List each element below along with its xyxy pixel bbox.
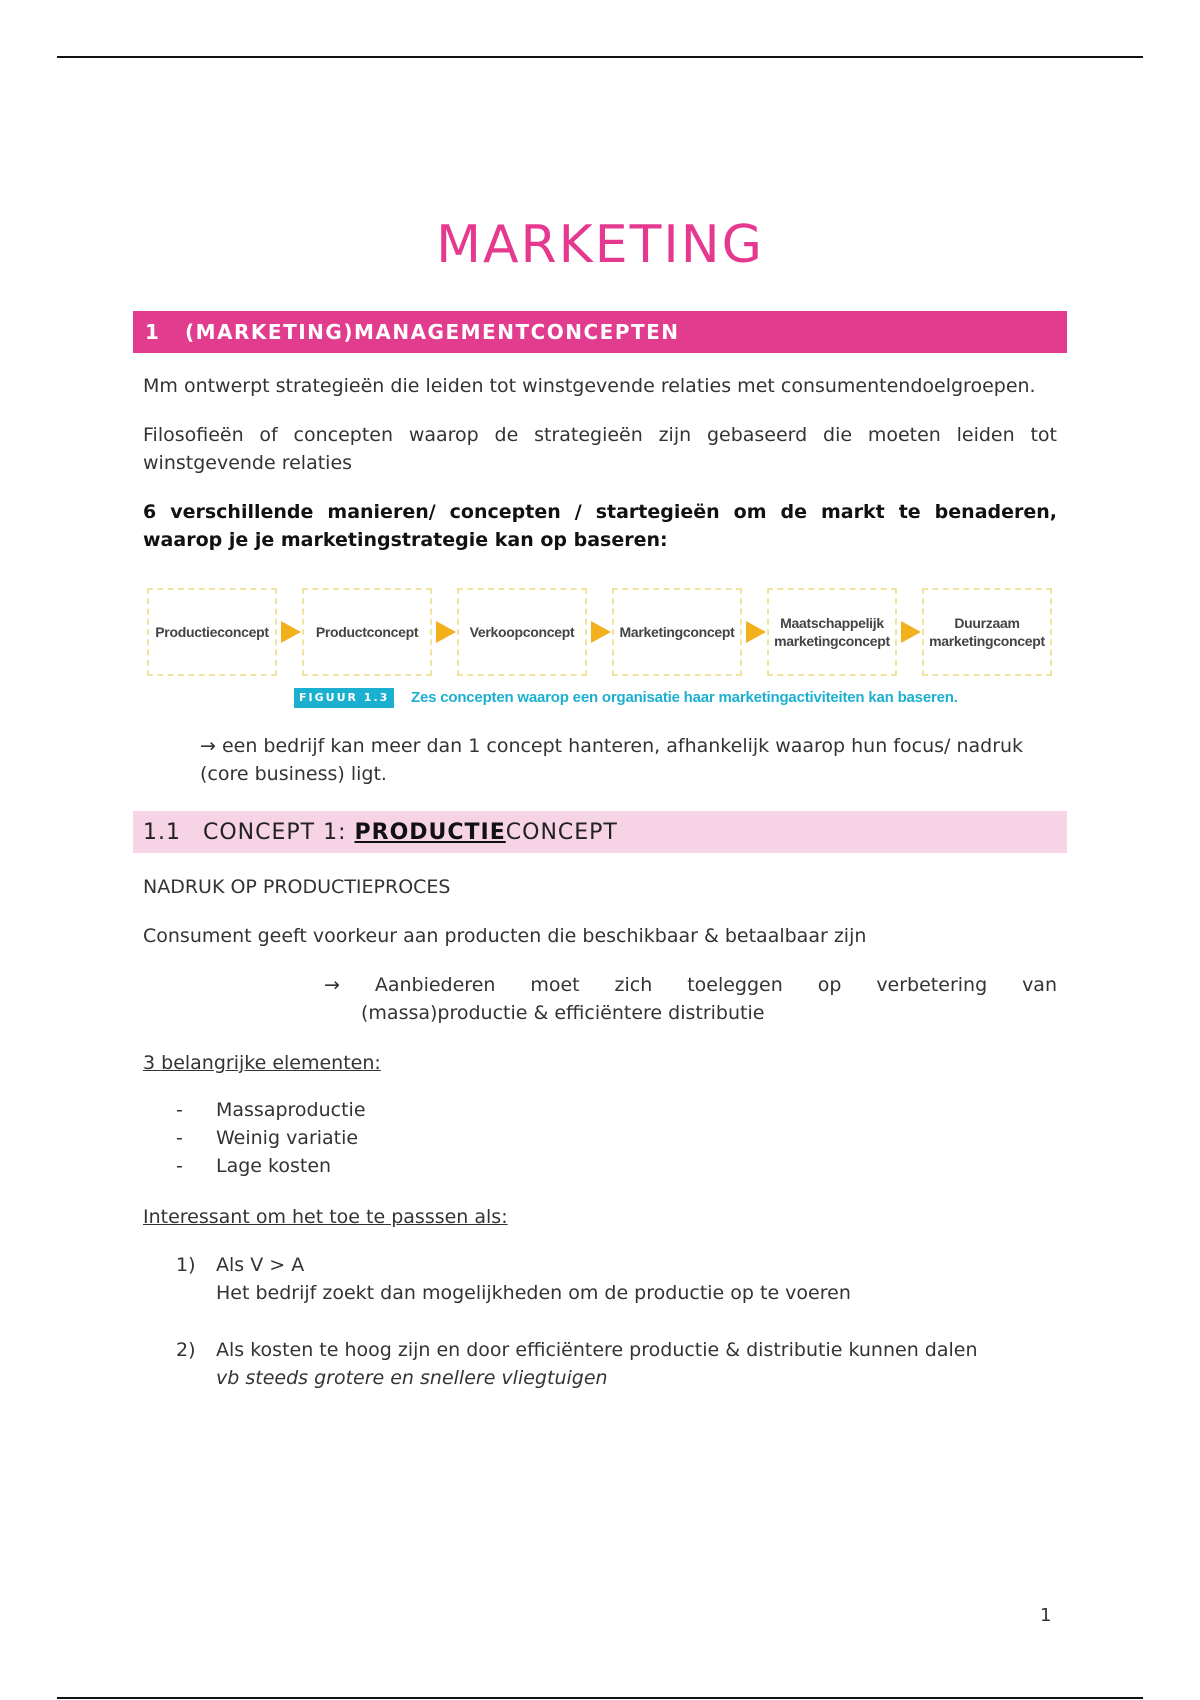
figure-label: FIGUUR 1.3 — [294, 688, 394, 708]
header-rule — [57, 56, 1143, 58]
list-item: - Weinig variatie — [176, 1127, 359, 1149]
arrow-right-icon — [436, 621, 456, 643]
elements-heading: 3 belangrijke elementen: — [143, 1052, 381, 1074]
elements-list — [176, 1096, 366, 1180]
concept-box-maatschappelijk: Maatschappelijk marketingconcept — [767, 588, 897, 676]
paragraph-philosophies: Filosofieën of concepten waarop de strategieën zijn gebaseerd die moeten leiden tot winstgevende relaties — [143, 424, 1057, 474]
concept-box-productie: Productieconcept — [147, 588, 277, 676]
section-heading-1 — [133, 311, 1067, 353]
section-heading-1-1 — [133, 811, 1067, 853]
arrow-right-icon — [746, 621, 766, 643]
subheading-nadruk: NADRUK OP PRODUCTIEPROCES — [143, 876, 451, 898]
arrow-line-2: (massa)productie & efficiëntere distributie — [361, 1002, 765, 1024]
page-number: 1 — [1040, 1605, 1052, 1626]
concept-box-marketing: Marketingconcept — [612, 588, 742, 676]
arrow-right-icon — [901, 621, 921, 643]
paragraph-six-concepts: 6 verschillende manieren/ concepten / startegieën om de markt te benaderen, waarop je je marketingstrategie kan op baseren: — [143, 501, 1057, 551]
list-item: - Massaproductie — [176, 1099, 366, 1121]
paragraph-consument: Consument geeft voorkeur aan producten die beschikbaar & betaalbaar zijn — [143, 925, 867, 947]
paragraph-intro: Mm ontwerpt strategieën die leiden tot winstgevende relaties met consumentendoelgroepen. — [143, 375, 1036, 397]
subsection-title: CONCEPT 1: PRODUCTIECONCEPT — [203, 819, 618, 845]
apply-list-item-2: 2) Als kosten te hoog zijn en door efficiëntere productie & distributie kunnen dalen vb steeds grotere en snellere vliegtuigen — [176, 1339, 978, 1389]
section-title: (MARKETING)MANAGEMENTCONCEPTEN — [185, 320, 680, 344]
document-title: MARKETING — [436, 215, 764, 275]
arrow-right-icon — [591, 621, 611, 643]
concept-box-product: Productconcept — [302, 588, 432, 676]
concepts-figure — [147, 585, 1052, 715]
subsection-title-emphasis: PRODUCTIE — [354, 819, 506, 845]
concept-box-verkoop: Verkoopconcept — [457, 588, 587, 676]
arrow-line-1: → Aanbiederen moet zich toeleggen op verbetering van — [324, 974, 1057, 996]
paragraph-note: → een bedrijf kan meer dan 1 concept hanteren, afhankelijk waarop hun focus/ nadruk (core business) ligt. — [200, 735, 1024, 785]
list-item: - Lage kosten — [176, 1155, 332, 1177]
concept-box-duurzaam: Duurzaam marketingconcept — [922, 588, 1052, 676]
section-number: 1 — [145, 320, 161, 344]
apply-heading: Interessant om het toe te passsen als: — [143, 1206, 508, 1228]
apply-list-item-1: 1) Als V > A Het bedrijf zoekt dan mogelijkheden om de productie op te voeren — [176, 1254, 851, 1304]
subsection-number: 1.1 — [143, 819, 181, 845]
arrow-right-icon — [281, 621, 301, 643]
footer-rule — [57, 1697, 1143, 1699]
figure-caption: Zes concepten waarop een organisatie haar marketingactiviteiten kan baseren. — [411, 689, 958, 706]
concept-flow — [147, 588, 1052, 676]
